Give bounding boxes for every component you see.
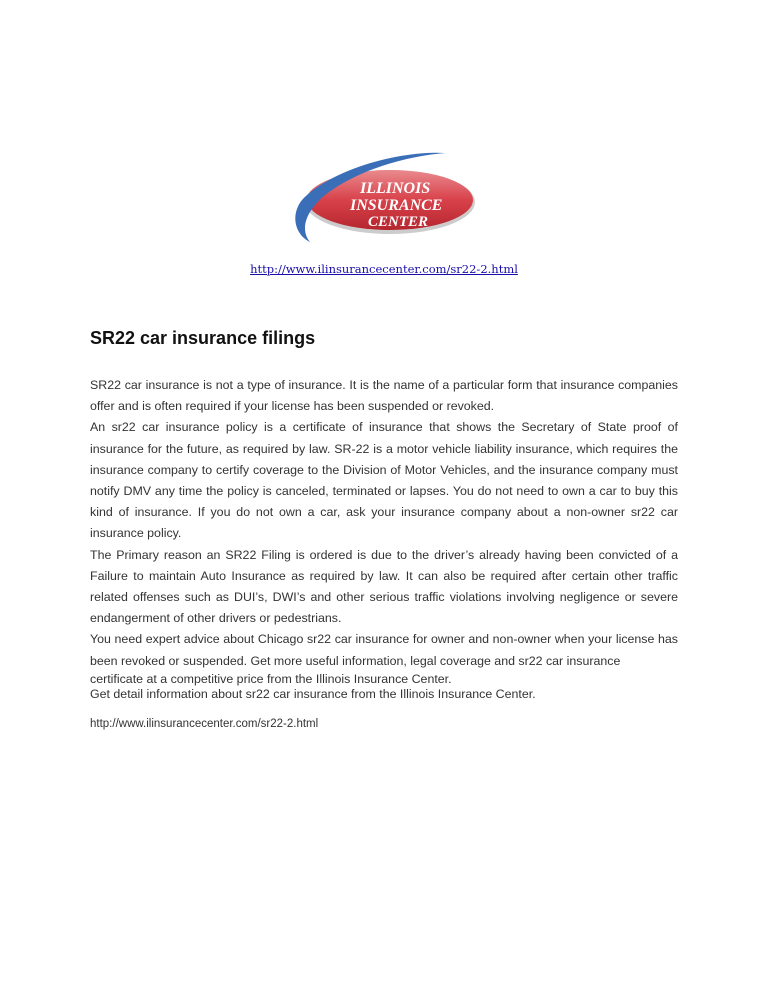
footer-url[interactable]: http://www.ilinsurancecenter.com/sr22-2.html xyxy=(90,718,319,730)
paragraph: SR22 car insurance is not a type of insurance. It is the name of a particular form that insurance companies offer and is often required if your license has been suspended or revoked. xyxy=(90,378,678,414)
paragraph: certificate at a competitive price from the Illinois Insurance Center. xyxy=(90,671,452,686)
svg-text:ILLINOIS: ILLINOIS xyxy=(360,180,431,197)
header-url-link[interactable]: http://www.ilinsurancecenter.com/sr22-2.html xyxy=(250,262,518,276)
svg-text:INSURANCE: INSURANCE xyxy=(350,197,443,214)
svg-text:CENTER: CENTER xyxy=(368,214,429,230)
paragraph: You need expert advice about Chicago sr22 car insurance for owner and non-owner when your license has been revoked or suspended. Get more useful information, legal coverage and sr22 car insurance xyxy=(90,632,678,668)
page-title: SR22 car insurance filings xyxy=(90,328,316,348)
paragraph: The Primary reason an SR22 Filing is ordered is due to the driver’s already having been convicted of a Failure to maintain Auto Insurance as required by law. It can also be required after certain other traffic related offenses such as DUI’s, DWI’s and other serious traffic violations involving negligence or severe endangerment of other drivers or pedestrians. xyxy=(90,547,678,626)
paragraph: Get detail information about sr22 car insurance from the Illinois Insurance Center. xyxy=(90,686,536,701)
illinois-insurance-center-logo xyxy=(290,150,480,246)
article-body xyxy=(90,375,678,702)
paragraph: An sr22 car insurance policy is a certificate of insurance that shows the Secretary of State proof of insurance for the future, as required by law. SR-22 is a motor vehicle liability insurance, which requires the insurance company to certify coverage to the Division of Motor Vehicles, and the insurance company must notify DMV any time the policy is canceled, terminated or lapses. You do not need to own a car to buy this kind of insurance. If you do not own a car, ask your insurance company about a non-owner sr22 car insurance policy. xyxy=(90,420,678,541)
